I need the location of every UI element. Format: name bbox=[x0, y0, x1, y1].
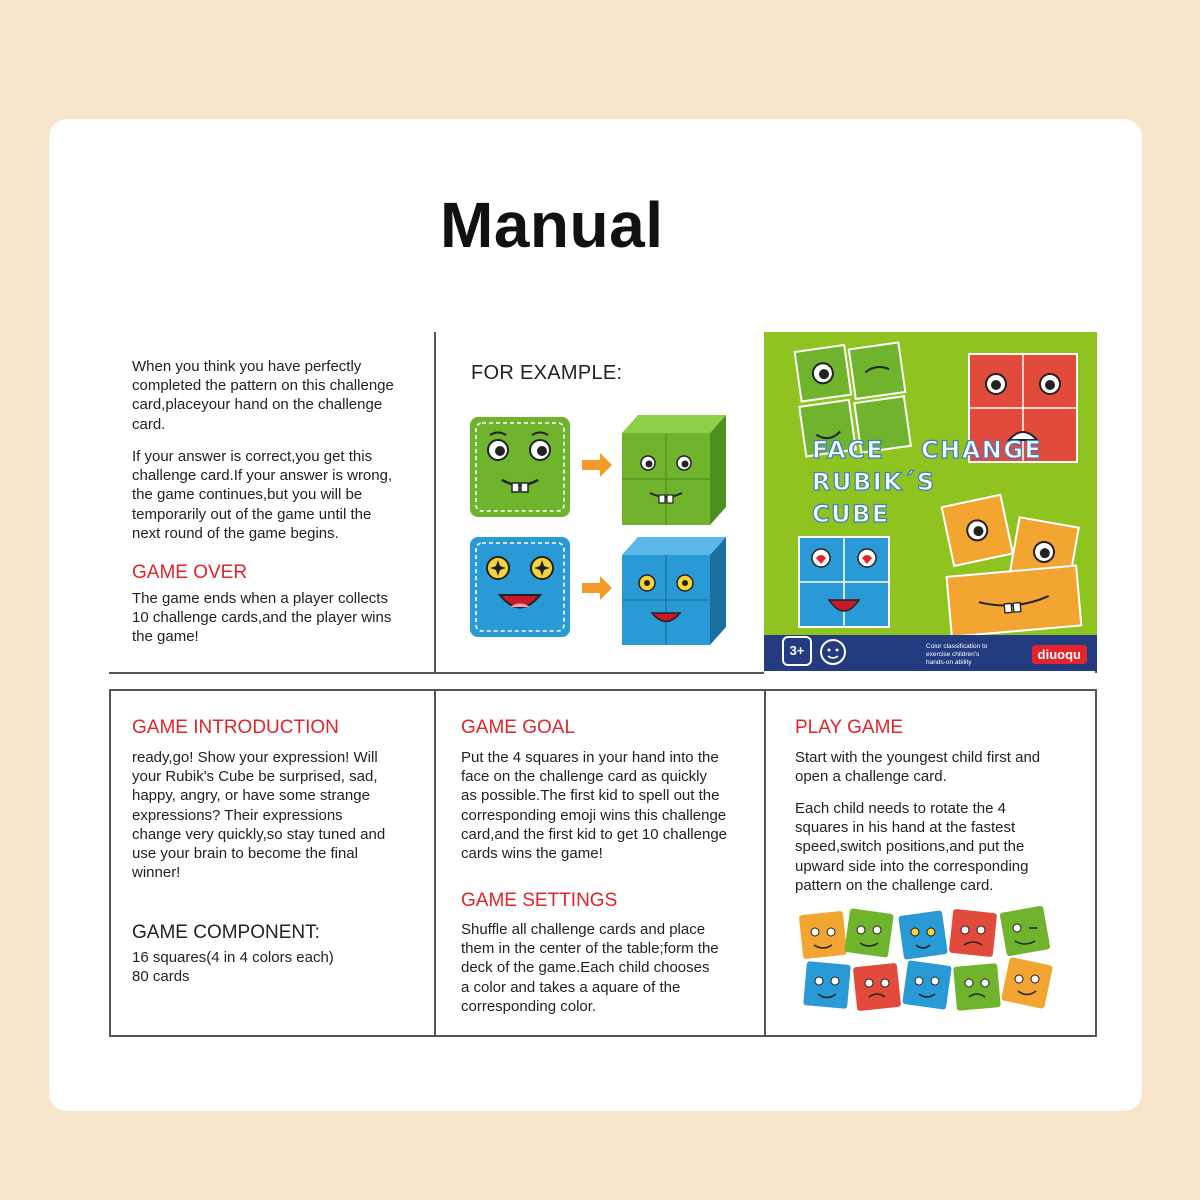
blue-cube bbox=[622, 537, 726, 645]
box-border-right bbox=[1095, 671, 1097, 673]
box-title-cube: CUBE bbox=[812, 500, 890, 528]
face-square-orange-2 bbox=[1001, 957, 1053, 1009]
divider-lower-mid2 bbox=[764, 689, 766, 1037]
divider-lower-top bbox=[109, 689, 1097, 691]
game-introduction-heading: GAME INTRODUCTION bbox=[132, 717, 339, 738]
arrow-icon-2 bbox=[582, 576, 612, 600]
play-game-heading: PLAY GAME bbox=[795, 717, 904, 738]
box-tagline: Color classification to exercise children's hands-on ability bbox=[926, 643, 988, 666]
face-square-orange bbox=[799, 911, 847, 959]
divider-bottom bbox=[109, 1035, 1097, 1037]
face-square-green-3 bbox=[953, 963, 1001, 1011]
divider-lower-left bbox=[109, 689, 111, 1037]
example-illustration bbox=[460, 405, 735, 645]
face-square-red bbox=[949, 909, 997, 957]
arrow-icon bbox=[582, 453, 612, 477]
green-face-card bbox=[470, 417, 570, 517]
face-square-green-2 bbox=[1000, 906, 1051, 957]
blue-face-card bbox=[470, 537, 570, 637]
page-title: Manual bbox=[440, 189, 664, 261]
divider-lower-mid1 bbox=[434, 689, 436, 1037]
game-introduction-text: ready,go! Show your expression! Will your Rubik's Cube be surprised, sad, happy, angry, or have some strange expressions? Their expressions change very quickly,so stay tuned and use your brain to become the final winner! bbox=[132, 749, 386, 882]
intro-paragraph-2: If your answer is correct,you get this challenge card.If your answer is wrong, the game continues,but you will be temporarily out of the game until the next round of the game begins. bbox=[132, 448, 393, 542]
face-square-blue-3 bbox=[902, 960, 952, 1010]
game-over-text: The game ends when a player collects 10 challenge cards,and the player wins the game! bbox=[132, 590, 392, 646]
product-box-image bbox=[764, 332, 1097, 671]
game-goal-text: Put the 4 squares in your hand into the face on the challenge card as quickly as possible.The first kid to spell out the corresponding emoji wins this challenge card,and the first kid to get 10 challenge cards wins the game! bbox=[461, 749, 728, 863]
child-face-icon bbox=[819, 638, 847, 666]
example-label: FOR EXAMPLE: bbox=[471, 362, 623, 384]
face-square-green bbox=[844, 908, 894, 958]
face-square-red-2 bbox=[853, 963, 901, 1011]
play-game-paragraph-1: Start with the youngest child first and open a challenge card. bbox=[795, 749, 1041, 786]
green-cube bbox=[622, 415, 726, 525]
face-square-blue bbox=[898, 910, 948, 960]
divider-middle bbox=[109, 672, 764, 674]
play-game-paragraph-2: Each child needs to rotate the 4 squares in his hand at the fastest speed,switch positions,and put the upward side into the corresponding pattern on the challenge card. bbox=[795, 800, 1029, 894]
box-title-rubiks: RUBIK´S bbox=[812, 468, 936, 496]
intro-paragraph-1: When you think you have perfectly completed the pattern on this challenge card,placeyour hand on the challenge card. bbox=[132, 358, 394, 433]
divider-lower-right bbox=[1095, 689, 1097, 1037]
game-settings-heading: GAME SETTINGS bbox=[461, 890, 618, 911]
game-over-heading: GAME OVER bbox=[132, 562, 248, 583]
age-badge: 3+ bbox=[782, 636, 812, 666]
game-component-heading: GAME COMPONENT: bbox=[132, 922, 320, 943]
brand-logo: diuoqu bbox=[1032, 645, 1087, 664]
box-title-face: FACE bbox=[812, 436, 885, 464]
game-goal-heading: GAME GOAL bbox=[461, 717, 576, 738]
box-title-change: CHANGE bbox=[921, 436, 1043, 464]
game-settings-text: Shuffle all challenge cards and place them in the center of the table;form the deck of the game.Each child chooses a color and takes a aquare of the corresponding color. bbox=[461, 921, 719, 1015]
face-square-blue-2 bbox=[803, 961, 851, 1009]
divider-top-left bbox=[434, 332, 436, 672]
face-squares-illustration bbox=[795, 905, 1085, 1015]
game-component-text: 16 squares(4 in 4 colors each) 80 cards bbox=[132, 949, 334, 986]
